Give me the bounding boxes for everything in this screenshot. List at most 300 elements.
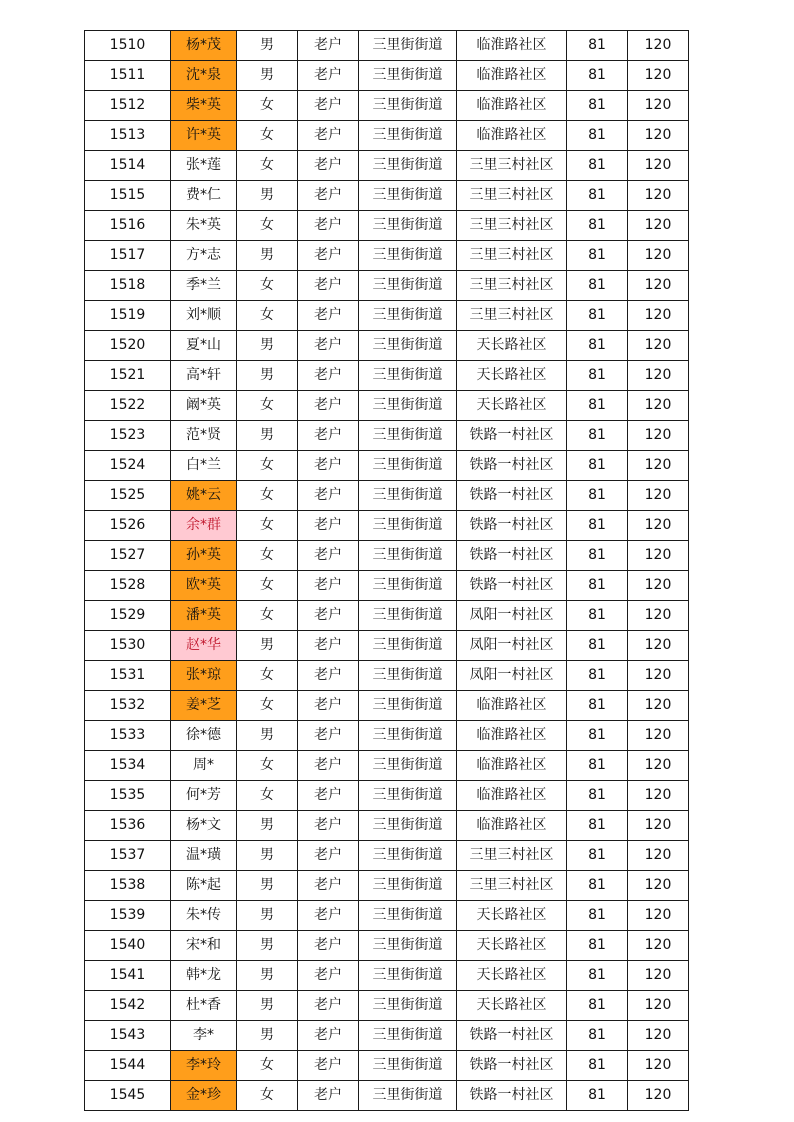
- community-cell: 三里三村社区: [457, 151, 567, 181]
- gender-cell: 女: [237, 151, 298, 181]
- street-cell: 三里街街道: [359, 961, 457, 991]
- household-type-cell: 老户: [298, 721, 359, 751]
- age-cell: 81: [567, 751, 628, 781]
- serial-number-cell: 1522: [85, 391, 171, 421]
- household-type-cell: 老户: [298, 631, 359, 661]
- age-cell: 81: [567, 391, 628, 421]
- household-type-cell: 老户: [298, 331, 359, 361]
- community-cell: 临淮路社区: [457, 811, 567, 841]
- amount-cell: 120: [628, 871, 689, 901]
- gender-cell: 男: [237, 991, 298, 1021]
- street-cell: 三里街街道: [359, 361, 457, 391]
- serial-number-cell: 1523: [85, 421, 171, 451]
- serial-number-cell: 1527: [85, 541, 171, 571]
- amount-cell: 120: [628, 1081, 689, 1111]
- street-cell: 三里街街道: [359, 391, 457, 421]
- street-cell: 三里街街道: [359, 211, 457, 241]
- amount-cell: 120: [628, 391, 689, 421]
- name-cell: 何*芳: [171, 781, 237, 811]
- serial-number-cell: 1533: [85, 721, 171, 751]
- community-cell: 三里三村社区: [457, 871, 567, 901]
- table-row: [85, 181, 689, 211]
- street-cell: 三里街街道: [359, 601, 457, 631]
- name-cell: 徐*德: [171, 721, 237, 751]
- amount-cell: 120: [628, 811, 689, 841]
- gender-cell: 男: [237, 31, 298, 61]
- community-cell: 天长路社区: [457, 901, 567, 931]
- gender-cell: 女: [237, 271, 298, 301]
- amount-cell: 120: [628, 451, 689, 481]
- serial-number-cell: 1514: [85, 151, 171, 181]
- street-cell: 三里街街道: [359, 691, 457, 721]
- serial-number-cell: 1517: [85, 241, 171, 271]
- street-cell: 三里街街道: [359, 271, 457, 301]
- age-cell: 81: [567, 871, 628, 901]
- amount-cell: 120: [628, 361, 689, 391]
- name-cell: 沈*泉: [171, 61, 237, 91]
- household-type-cell: 老户: [298, 901, 359, 931]
- serial-number-cell: 1520: [85, 331, 171, 361]
- serial-number-cell: 1538: [85, 871, 171, 901]
- table-row: [85, 301, 689, 331]
- age-cell: 81: [567, 931, 628, 961]
- amount-cell: 120: [628, 421, 689, 451]
- name-cell: 温*璜: [171, 841, 237, 871]
- household-type-cell: 老户: [298, 841, 359, 871]
- gender-cell: 女: [237, 391, 298, 421]
- table-row: [85, 571, 689, 601]
- table-row: [85, 631, 689, 661]
- household-type-cell: 老户: [298, 391, 359, 421]
- table-row: [85, 691, 689, 721]
- household-type-cell: 老户: [298, 931, 359, 961]
- age-cell: 81: [567, 811, 628, 841]
- serial-number-cell: 1543: [85, 1021, 171, 1051]
- household-type-cell: 老户: [298, 211, 359, 241]
- name-cell: 姚*云: [171, 481, 237, 511]
- age-cell: 81: [567, 661, 628, 691]
- table-row: [85, 391, 689, 421]
- community-cell: 三里三村社区: [457, 211, 567, 241]
- amount-cell: 120: [628, 991, 689, 1021]
- gender-cell: 女: [237, 301, 298, 331]
- table-row: [85, 1051, 689, 1081]
- roster-table: [84, 30, 689, 1111]
- community-cell: 铁路一村社区: [457, 451, 567, 481]
- age-cell: 81: [567, 541, 628, 571]
- community-cell: 铁路一村社区: [457, 1081, 567, 1111]
- table-row: [85, 871, 689, 901]
- serial-number-cell: 1512: [85, 91, 171, 121]
- street-cell: 三里街街道: [359, 1081, 457, 1111]
- serial-number-cell: 1528: [85, 571, 171, 601]
- street-cell: 三里街街道: [359, 811, 457, 841]
- table-row: [85, 361, 689, 391]
- gender-cell: 男: [237, 61, 298, 91]
- table-row: [85, 451, 689, 481]
- street-cell: 三里街街道: [359, 511, 457, 541]
- gender-cell: 女: [237, 451, 298, 481]
- age-cell: 81: [567, 1021, 628, 1051]
- gender-cell: 女: [237, 751, 298, 781]
- street-cell: 三里街街道: [359, 91, 457, 121]
- age-cell: 81: [567, 121, 628, 151]
- household-type-cell: 老户: [298, 1081, 359, 1111]
- name-cell: 韩*龙: [171, 961, 237, 991]
- amount-cell: 120: [628, 901, 689, 931]
- age-cell: 81: [567, 91, 628, 121]
- community-cell: 临淮路社区: [457, 121, 567, 151]
- name-cell: 柴*英: [171, 91, 237, 121]
- community-cell: 三里三村社区: [457, 271, 567, 301]
- serial-number-cell: 1529: [85, 601, 171, 631]
- serial-number-cell: 1521: [85, 361, 171, 391]
- serial-number-cell: 1516: [85, 211, 171, 241]
- household-type-cell: 老户: [298, 1021, 359, 1051]
- street-cell: 三里街街道: [359, 181, 457, 211]
- community-cell: 凤阳一村社区: [457, 661, 567, 691]
- name-cell: 朱*传: [171, 901, 237, 931]
- age-cell: 81: [567, 271, 628, 301]
- community-cell: 天长路社区: [457, 931, 567, 961]
- name-cell: 张*琼: [171, 661, 237, 691]
- household-type-cell: 老户: [298, 301, 359, 331]
- name-cell: 方*志: [171, 241, 237, 271]
- community-cell: 天长路社区: [457, 331, 567, 361]
- serial-number-cell: 1541: [85, 961, 171, 991]
- age-cell: 81: [567, 241, 628, 271]
- community-cell: 三里三村社区: [457, 841, 567, 871]
- table-row: [85, 91, 689, 121]
- community-cell: 天长路社区: [457, 361, 567, 391]
- age-cell: 81: [567, 31, 628, 61]
- household-type-cell: 老户: [298, 241, 359, 271]
- amount-cell: 120: [628, 481, 689, 511]
- community-cell: 临淮路社区: [457, 91, 567, 121]
- name-cell: 潘*英: [171, 601, 237, 631]
- household-type-cell: 老户: [298, 811, 359, 841]
- name-cell: 李*玲: [171, 1051, 237, 1081]
- serial-number-cell: 1540: [85, 931, 171, 961]
- table-row: [85, 481, 689, 511]
- serial-number-cell: 1525: [85, 481, 171, 511]
- gender-cell: 女: [237, 601, 298, 631]
- table-row: [85, 751, 689, 781]
- street-cell: 三里街街道: [359, 931, 457, 961]
- age-cell: 81: [567, 721, 628, 751]
- community-cell: 铁路一村社区: [457, 421, 567, 451]
- community-cell: 临淮路社区: [457, 61, 567, 91]
- amount-cell: 120: [628, 931, 689, 961]
- gender-cell: 女: [237, 541, 298, 571]
- household-type-cell: 老户: [298, 961, 359, 991]
- gender-cell: 男: [237, 331, 298, 361]
- table-row: [85, 151, 689, 181]
- amount-cell: 120: [628, 1051, 689, 1081]
- name-cell: 夏*山: [171, 331, 237, 361]
- household-type-cell: 老户: [298, 751, 359, 781]
- age-cell: 81: [567, 361, 628, 391]
- community-cell: 凤阳一村社区: [457, 631, 567, 661]
- community-cell: 天长路社区: [457, 991, 567, 1021]
- serial-number-cell: 1524: [85, 451, 171, 481]
- amount-cell: 120: [628, 721, 689, 751]
- household-type-cell: 老户: [298, 451, 359, 481]
- table-row: [85, 61, 689, 91]
- gender-cell: 女: [237, 211, 298, 241]
- community-cell: 临淮路社区: [457, 721, 567, 751]
- amount-cell: 120: [628, 661, 689, 691]
- amount-cell: 120: [628, 301, 689, 331]
- amount-cell: 120: [628, 61, 689, 91]
- street-cell: 三里街街道: [359, 571, 457, 601]
- serial-number-cell: 1530: [85, 631, 171, 661]
- gender-cell: 女: [237, 121, 298, 151]
- serial-number-cell: 1532: [85, 691, 171, 721]
- community-cell: 铁路一村社区: [457, 571, 567, 601]
- gender-cell: 女: [237, 781, 298, 811]
- household-type-cell: 老户: [298, 481, 359, 511]
- street-cell: 三里街街道: [359, 1051, 457, 1081]
- street-cell: 三里街街道: [359, 901, 457, 931]
- household-type-cell: 老户: [298, 661, 359, 691]
- community-cell: 三里三村社区: [457, 181, 567, 211]
- gender-cell: 男: [237, 421, 298, 451]
- age-cell: 81: [567, 451, 628, 481]
- name-cell: 欧*英: [171, 571, 237, 601]
- household-type-cell: 老户: [298, 271, 359, 301]
- table-row: [85, 961, 689, 991]
- table-row: [85, 811, 689, 841]
- gender-cell: 女: [237, 1051, 298, 1081]
- table-row: [85, 901, 689, 931]
- serial-number-cell: 1510: [85, 31, 171, 61]
- household-type-cell: 老户: [298, 31, 359, 61]
- street-cell: 三里街街道: [359, 721, 457, 751]
- household-type-cell: 老户: [298, 421, 359, 451]
- amount-cell: 120: [628, 631, 689, 661]
- table-row: [85, 541, 689, 571]
- household-type-cell: 老户: [298, 91, 359, 121]
- age-cell: 81: [567, 571, 628, 601]
- name-cell: 刘*顺: [171, 301, 237, 331]
- amount-cell: 120: [628, 961, 689, 991]
- age-cell: 81: [567, 1081, 628, 1111]
- table-row: [85, 121, 689, 151]
- name-cell: 朱*英: [171, 211, 237, 241]
- table-row: [85, 781, 689, 811]
- amount-cell: 120: [628, 841, 689, 871]
- serial-number-cell: 1515: [85, 181, 171, 211]
- name-cell: 赵*华: [171, 631, 237, 661]
- street-cell: 三里街街道: [359, 751, 457, 781]
- age-cell: 81: [567, 331, 628, 361]
- table-row: [85, 1021, 689, 1051]
- table-row: [85, 511, 689, 541]
- household-type-cell: 老户: [298, 121, 359, 151]
- table-row: [85, 841, 689, 871]
- amount-cell: 120: [628, 571, 689, 601]
- gender-cell: 男: [237, 181, 298, 211]
- gender-cell: 女: [237, 1081, 298, 1111]
- street-cell: 三里街街道: [359, 481, 457, 511]
- roster-body: [85, 31, 689, 1111]
- name-cell: 季*兰: [171, 271, 237, 301]
- table-row: [85, 271, 689, 301]
- name-cell: 孙*英: [171, 541, 237, 571]
- amount-cell: 120: [628, 511, 689, 541]
- amount-cell: 120: [628, 91, 689, 121]
- serial-number-cell: 1545: [85, 1081, 171, 1111]
- gender-cell: 女: [237, 91, 298, 121]
- name-cell: 杨*文: [171, 811, 237, 841]
- household-type-cell: 老户: [298, 781, 359, 811]
- age-cell: 81: [567, 181, 628, 211]
- street-cell: 三里街街道: [359, 781, 457, 811]
- age-cell: 81: [567, 211, 628, 241]
- community-cell: 三里三村社区: [457, 241, 567, 271]
- name-cell: 费*仁: [171, 181, 237, 211]
- street-cell: 三里街街道: [359, 421, 457, 451]
- gender-cell: 男: [237, 871, 298, 901]
- community-cell: 临淮路社区: [457, 781, 567, 811]
- serial-number-cell: 1542: [85, 991, 171, 1021]
- gender-cell: 男: [237, 961, 298, 991]
- amount-cell: 120: [628, 751, 689, 781]
- gender-cell: 女: [237, 511, 298, 541]
- name-cell: 杨*茂: [171, 31, 237, 61]
- name-cell: 许*英: [171, 121, 237, 151]
- name-cell: 李*: [171, 1021, 237, 1051]
- street-cell: 三里街街道: [359, 841, 457, 871]
- serial-number-cell: 1535: [85, 781, 171, 811]
- table-row: [85, 931, 689, 961]
- street-cell: 三里街街道: [359, 451, 457, 481]
- household-type-cell: 老户: [298, 991, 359, 1021]
- street-cell: 三里街街道: [359, 871, 457, 901]
- street-cell: 三里街街道: [359, 301, 457, 331]
- name-cell: 金*珍: [171, 1081, 237, 1111]
- table-row: [85, 421, 689, 451]
- community-cell: 临淮路社区: [457, 691, 567, 721]
- household-type-cell: 老户: [298, 871, 359, 901]
- community-cell: 天长路社区: [457, 961, 567, 991]
- gender-cell: 女: [237, 691, 298, 721]
- amount-cell: 120: [628, 541, 689, 571]
- household-type-cell: 老户: [298, 541, 359, 571]
- community-cell: 铁路一村社区: [457, 541, 567, 571]
- community-cell: 天长路社区: [457, 391, 567, 421]
- serial-number-cell: 1531: [85, 661, 171, 691]
- community-cell: 铁路一村社区: [457, 1051, 567, 1081]
- table-row: [85, 991, 689, 1021]
- age-cell: 81: [567, 781, 628, 811]
- age-cell: 81: [567, 961, 628, 991]
- serial-number-cell: 1519: [85, 301, 171, 331]
- table-row: [85, 601, 689, 631]
- table-row: [85, 211, 689, 241]
- age-cell: 81: [567, 601, 628, 631]
- community-cell: 三里三村社区: [457, 301, 567, 331]
- household-type-cell: 老户: [298, 601, 359, 631]
- community-cell: 临淮路社区: [457, 751, 567, 781]
- serial-number-cell: 1536: [85, 811, 171, 841]
- street-cell: 三里街街道: [359, 631, 457, 661]
- name-cell: 高*轩: [171, 361, 237, 391]
- gender-cell: 男: [237, 361, 298, 391]
- community-cell: 凤阳一村社区: [457, 601, 567, 631]
- table-row: [85, 1081, 689, 1111]
- gender-cell: 男: [237, 721, 298, 751]
- serial-number-cell: 1534: [85, 751, 171, 781]
- age-cell: 81: [567, 1051, 628, 1081]
- amount-cell: 120: [628, 691, 689, 721]
- gender-cell: 男: [237, 841, 298, 871]
- name-cell: 范*贤: [171, 421, 237, 451]
- name-cell: 周*: [171, 751, 237, 781]
- amount-cell: 120: [628, 151, 689, 181]
- serial-number-cell: 1539: [85, 901, 171, 931]
- table-row: [85, 721, 689, 751]
- household-type-cell: 老户: [298, 1051, 359, 1081]
- gender-cell: 男: [237, 811, 298, 841]
- amount-cell: 120: [628, 271, 689, 301]
- community-cell: 临淮路社区: [457, 31, 567, 61]
- age-cell: 81: [567, 841, 628, 871]
- name-cell: 白*兰: [171, 451, 237, 481]
- street-cell: 三里街街道: [359, 541, 457, 571]
- serial-number-cell: 1526: [85, 511, 171, 541]
- amount-cell: 120: [628, 1021, 689, 1051]
- age-cell: 81: [567, 991, 628, 1021]
- amount-cell: 120: [628, 31, 689, 61]
- age-cell: 81: [567, 691, 628, 721]
- street-cell: 三里街街道: [359, 31, 457, 61]
- name-cell: 阚*英: [171, 391, 237, 421]
- household-type-cell: 老户: [298, 181, 359, 211]
- name-cell: 杜*香: [171, 991, 237, 1021]
- household-type-cell: 老户: [298, 151, 359, 181]
- gender-cell: 男: [237, 241, 298, 271]
- street-cell: 三里街街道: [359, 241, 457, 271]
- household-type-cell: 老户: [298, 61, 359, 91]
- street-cell: 三里街街道: [359, 991, 457, 1021]
- household-type-cell: 老户: [298, 511, 359, 541]
- amount-cell: 120: [628, 601, 689, 631]
- amount-cell: 120: [628, 331, 689, 361]
- street-cell: 三里街街道: [359, 121, 457, 151]
- amount-cell: 120: [628, 781, 689, 811]
- street-cell: 三里街街道: [359, 151, 457, 181]
- table-row: [85, 661, 689, 691]
- age-cell: 81: [567, 151, 628, 181]
- household-type-cell: 老户: [298, 691, 359, 721]
- age-cell: 81: [567, 511, 628, 541]
- age-cell: 81: [567, 901, 628, 931]
- gender-cell: 女: [237, 661, 298, 691]
- gender-cell: 男: [237, 1021, 298, 1051]
- street-cell: 三里街街道: [359, 1021, 457, 1051]
- name-cell: 张*莲: [171, 151, 237, 181]
- name-cell: 陈*起: [171, 871, 237, 901]
- serial-number-cell: 1537: [85, 841, 171, 871]
- gender-cell: 女: [237, 481, 298, 511]
- age-cell: 81: [567, 481, 628, 511]
- name-cell: 姜*芝: [171, 691, 237, 721]
- community-cell: 铁路一村社区: [457, 481, 567, 511]
- household-type-cell: 老户: [298, 571, 359, 601]
- amount-cell: 120: [628, 241, 689, 271]
